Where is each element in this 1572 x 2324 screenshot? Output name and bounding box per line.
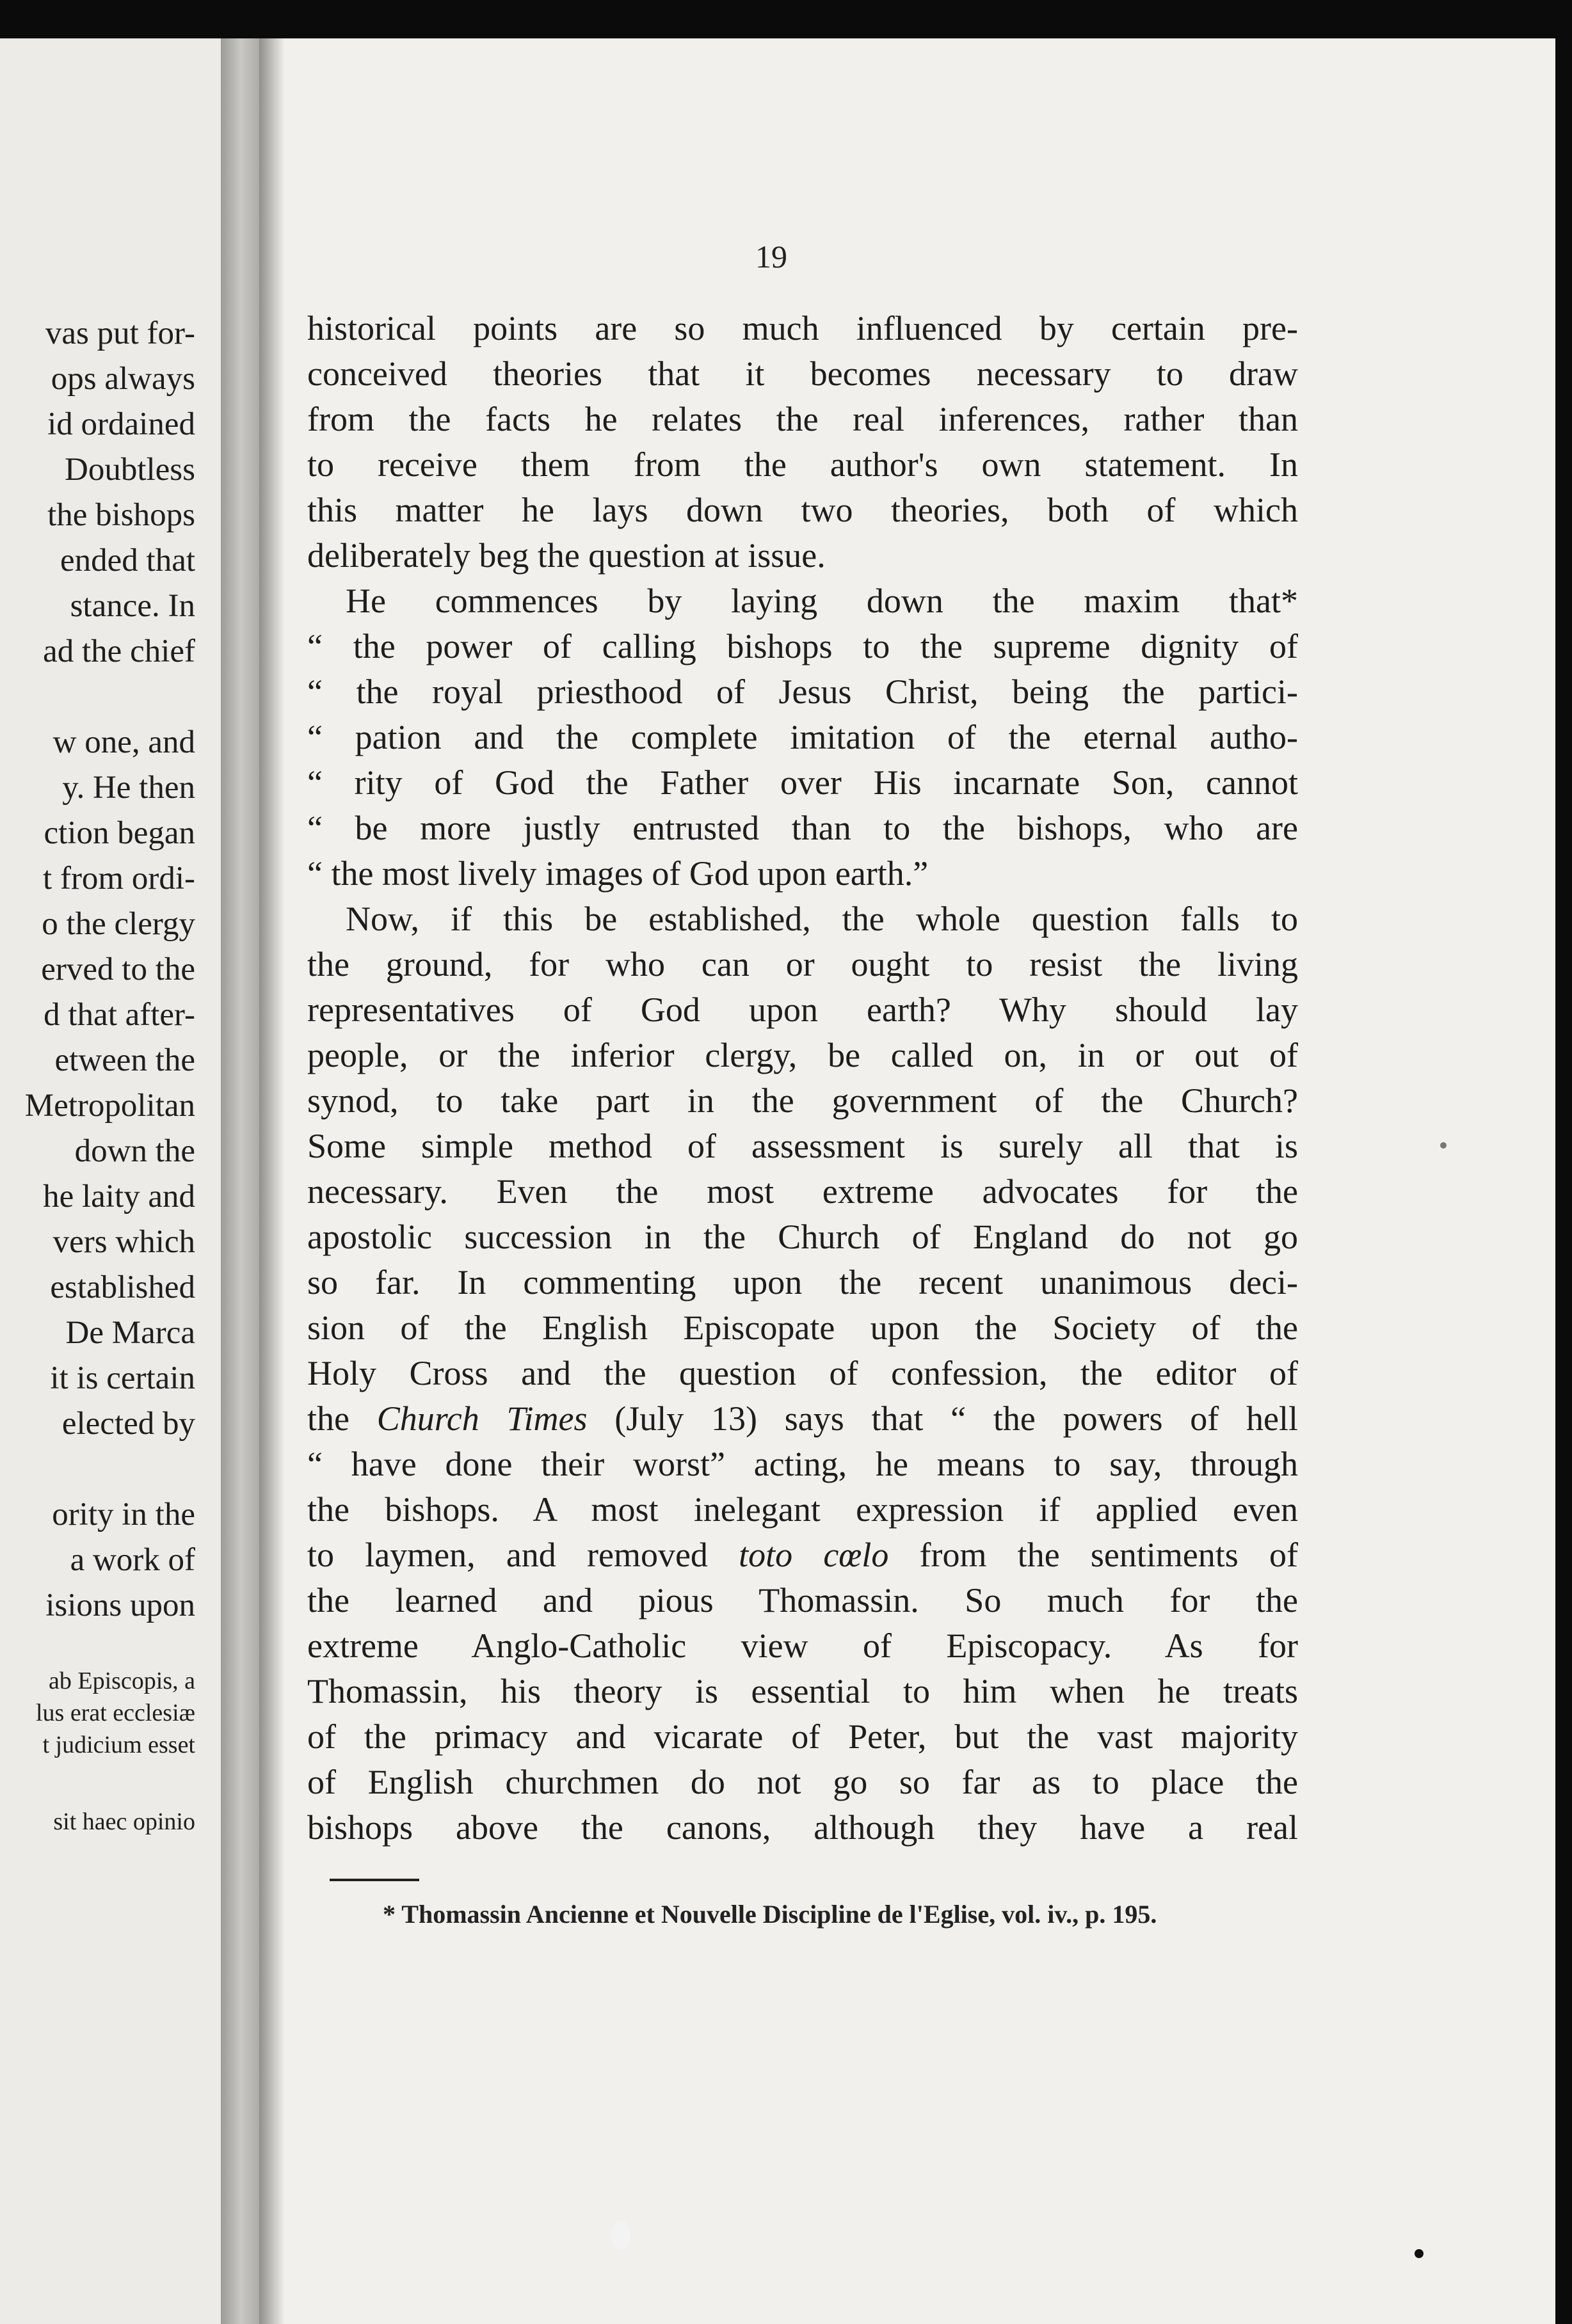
- text-line: Now, if this be established, the whole question falls to: [346, 900, 1298, 938]
- page-number: 19: [755, 239, 787, 275]
- left-text-line: ction began: [44, 815, 195, 851]
- text-segment: from the sentiments of: [888, 1536, 1299, 1574]
- text-line: so far. In commenting upon the recent unanimous deci-: [307, 1263, 1298, 1301]
- text-segment: to laymen, and removed: [307, 1536, 739, 1574]
- text-line: the ground, for who can or ought to resist the living: [307, 945, 1298, 983]
- left-footnote-line: sit haec opinio: [53, 1808, 195, 1835]
- text-line: the bishops. A most inelegant expression if applied even: [307, 1490, 1298, 1529]
- text-line: historical points are so much influenced by certain pre-: [307, 309, 1298, 347]
- text-line: to receive them from the author's own statement. In: [307, 445, 1298, 484]
- left-text-line: vers which: [52, 1224, 195, 1260]
- text-line: deliberately beg the question at issue.: [307, 536, 826, 575]
- text-line: [307, 1396, 1298, 1442]
- left-text-line: stance. In: [70, 588, 195, 624]
- left-text-line: Doubtless: [65, 452, 195, 488]
- text-segment: the: [307, 1399, 377, 1438]
- left-text-line: a work of: [70, 1542, 195, 1578]
- scan-speck: [1415, 2249, 1424, 2258]
- left-text-line: id ordained: [47, 406, 195, 442]
- text-line: Some simple method of assessment is surely all that is: [307, 1127, 1298, 1165]
- scan-speck: [611, 2220, 630, 2250]
- text-line: representatives of God upon earth? Why should lay: [307, 991, 1298, 1029]
- italic-title: Church Times: [376, 1399, 588, 1438]
- left-text-line: Metropolitan: [24, 1088, 195, 1124]
- text-line: Thomassin, his theory is essential to him when he treats: [307, 1672, 1298, 1710]
- left-text-line: he laity and: [43, 1179, 195, 1214]
- footnote: * Thomassin Ancienne et Nouvelle Discipline de l'Eglise, vol. iv., p. 195.: [383, 1900, 1157, 1929]
- left-footnote-line: lus erat ecclesiæ: [35, 1699, 195, 1726]
- text-line: of English churchmen do not go so far as to place the: [307, 1763, 1298, 1801]
- left-text-line: established: [50, 1269, 195, 1305]
- text-line: bishops above the canons, although they have a real: [307, 1808, 1298, 1847]
- text-line: necessary. Even the most extreme advocates for the: [307, 1172, 1298, 1211]
- left-text-line: ority in the: [52, 1497, 195, 1532]
- text-line: He commences by laying down the maxim that*: [346, 582, 1298, 620]
- left-footnote-line: t judicium esset: [42, 1731, 195, 1758]
- text-segment: (July 13) says that “ the powers of hell: [587, 1399, 1298, 1438]
- text-line: of the primacy and vicarate of Peter, but the vast majority: [307, 1717, 1298, 1756]
- text-line: apostolic succession in the Church of England do not go: [307, 1218, 1298, 1256]
- text-line: from the facts he relates the real inferences, rather than: [307, 400, 1298, 438]
- text-line: conceived theories that it becomes necessary to draw: [307, 354, 1298, 393]
- text-line: “ the royal priesthood of Jesus Christ, being the partici-: [307, 673, 1298, 711]
- left-text-line: the bishops: [47, 497, 195, 533]
- page-shadow: [259, 38, 285, 2324]
- text-line: “ the power of calling bishops to the supreme dignity of: [307, 627, 1298, 665]
- left-text-line: elected by: [61, 1406, 195, 1442]
- left-text-line: De Marca: [65, 1315, 195, 1351]
- text-line: “ rity of God the Father over His incarnate Son, cannot: [307, 763, 1298, 802]
- text-line: “ have done their worst” acting, he means to say, through: [307, 1445, 1298, 1483]
- left-facing-page: [0, 38, 237, 2324]
- left-footnote-line: ab Episcopis, a: [48, 1667, 195, 1694]
- left-text-line: ad the chief: [43, 633, 195, 669]
- footnote-rule: [330, 1879, 419, 1881]
- text-line: the learned and pious Thomassin. So much for the: [307, 1581, 1298, 1620]
- text-line: [307, 1532, 1298, 1578]
- scan-speck: [1440, 1142, 1447, 1149]
- text-line: extreme Anglo-Catholic view of Episcopacy. As for: [307, 1627, 1298, 1665]
- left-text-line: vas put for-: [45, 315, 195, 351]
- left-text-line: y. He then: [62, 770, 195, 806]
- left-text-line: w one, and: [52, 724, 195, 760]
- left-text-line: d that after-: [44, 997, 195, 1033]
- left-text-line: ended that: [60, 543, 195, 578]
- left-text-line: t from ordi-: [43, 861, 195, 896]
- text-line: “ be more justly entrusted than to the bishops, who are: [307, 809, 1298, 847]
- text-line: “ pation and the complete imitation of the eternal autho-: [307, 718, 1298, 756]
- body-text: [307, 306, 1298, 1850]
- text-line: synod, to take part in the government of the Church?: [307, 1081, 1298, 1120]
- left-text-line: down the: [74, 1133, 195, 1169]
- text-line: people, or the inferior clergy, be called on, in or out of: [307, 1036, 1298, 1074]
- left-text-line: o the clergy: [42, 906, 195, 942]
- left-text-line: etween the: [54, 1042, 195, 1078]
- text-line: sion of the English Episcopate upon the Society of the: [307, 1309, 1298, 1347]
- left-text-line: erved to the: [41, 951, 195, 987]
- left-text-line: isions upon: [45, 1588, 195, 1623]
- text-line: “ the most lively images of God upon earth.”: [307, 854, 929, 893]
- left-text-line: it is certain: [50, 1360, 195, 1396]
- text-line: Holy Cross and the question of confession, the editor of: [307, 1354, 1298, 1392]
- text-line: this matter he lays down two theories, both of which: [307, 491, 1298, 529]
- left-text-line: ops always: [51, 361, 195, 397]
- italic-title: toto cœlo: [739, 1536, 889, 1574]
